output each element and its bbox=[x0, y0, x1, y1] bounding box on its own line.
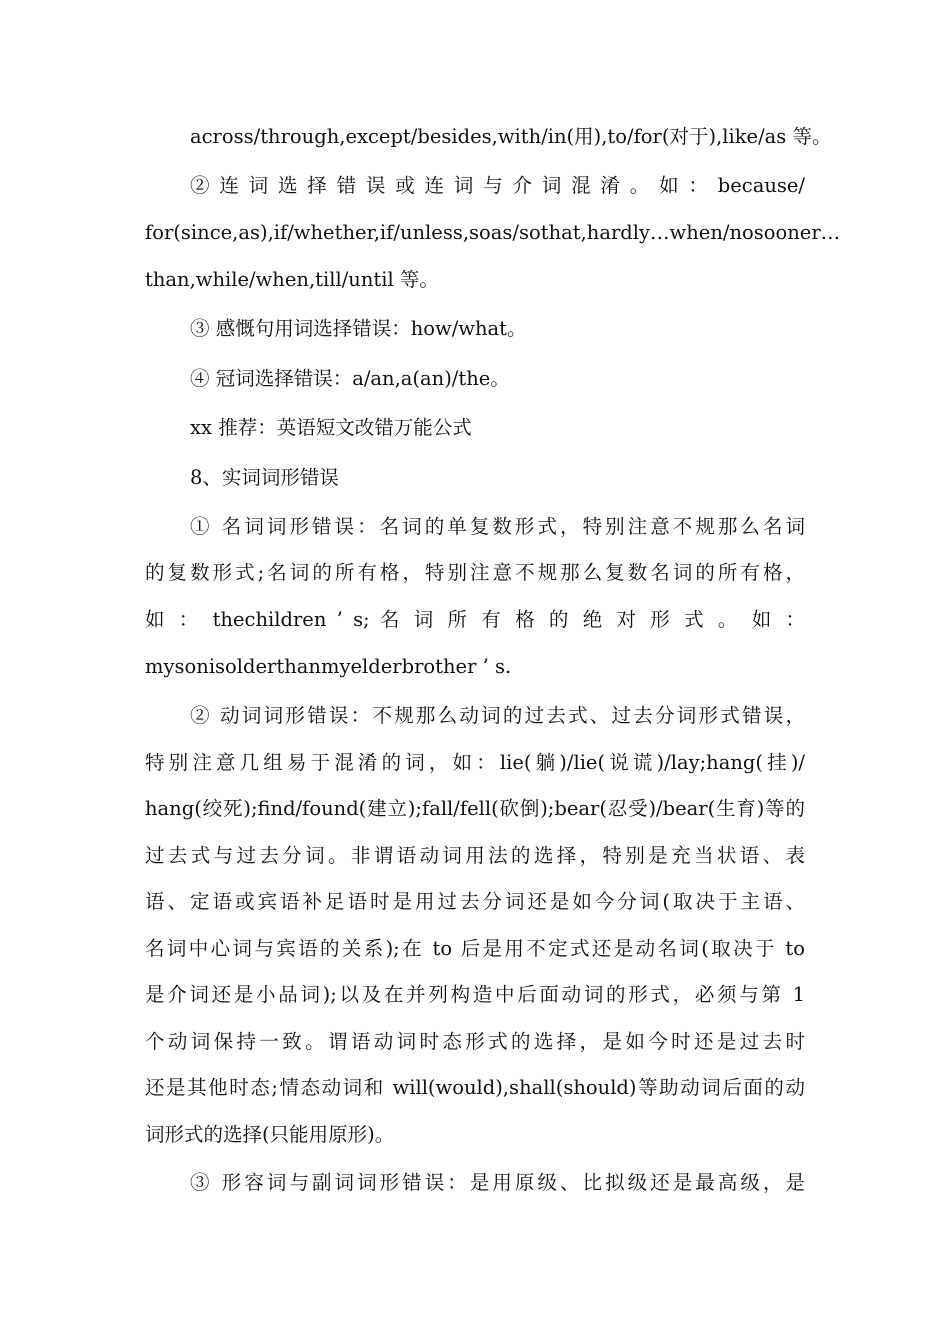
text-line: 过去式与过去分词。非谓语动词用法的选择，特别是充当状语、表 bbox=[145, 844, 805, 867]
text-line: ③ 感慨句用词选择错误：how/what。 bbox=[190, 317, 527, 340]
text-line: for(since,as),if/whether,if/unless,soas/sothat,hardly…when/nosooner… bbox=[145, 221, 841, 244]
text-line: 名词中心词与宾语的关系);在 to 后是用不定式还是动名词(取决于 to bbox=[145, 937, 805, 960]
text-line: 8、实词词形错误 bbox=[190, 466, 339, 489]
text-line: ④ 冠词选择错误：a/an,a(an)/the。 bbox=[190, 367, 510, 390]
text-line: across/through,except/besides,with/in(用),to/for(对于),like/as 等。 bbox=[190, 125, 832, 148]
text-line: 如 ： thechildren ’ s; 名 词 所 有 格 的 绝 对 形 式 。 如 ： bbox=[145, 608, 805, 631]
text-line: 词形式的选择(只能用原形)。 bbox=[145, 1123, 395, 1146]
text-line: 语、定语或宾语补足语时是用过去分词还是如今分词(取决于主语、 bbox=[145, 890, 805, 913]
text-line: 特别注意几组易于混淆的词，如：lie(躺)/lie(说谎)/lay;hang(挂)/ bbox=[145, 751, 805, 774]
text-line: 的复数形式;名词的所有格，特别注意不规那么复数名词的所有格， bbox=[145, 561, 805, 584]
text-line: mysonisolderthanmyelderbrother ’ s. bbox=[145, 655, 512, 678]
text-line: 个动词保持一致。谓语动词时态形式的选择，是如今时还是过去时 bbox=[145, 1030, 805, 1053]
text-line: than,while/when,till/until 等。 bbox=[145, 268, 439, 291]
text-line: ② 动词词形错误：不规那么动词的过去式、过去分词形式错误， bbox=[190, 704, 805, 727]
text-line: xx 推荐：英语短文改错万能公式 bbox=[190, 416, 472, 439]
text-line: ③ 形容词与副词词形错误：是用原级、比拟级还是最高级，是 bbox=[190, 1171, 805, 1194]
text-line: 还是其他时态;情态动词和 will(would),shall(should)等助动词后面的动 bbox=[145, 1076, 805, 1099]
text-line: hang(绞死);find/found(建立);fall/fell(砍倒);bear(忍受)/bear(生育)等的 bbox=[145, 797, 805, 820]
text-line: ② 连 词 选 择 错 误 或 连 词 与 介 词 混 淆 。 如 ： because/ bbox=[190, 174, 805, 197]
text-line: 是介词还是小品词);以及在并列构造中后面动词的形式，必须与第 1 bbox=[145, 983, 805, 1006]
text-line: ① 名词词形错误：名词的单复数形式，特别注意不规那么名词 bbox=[190, 515, 805, 538]
